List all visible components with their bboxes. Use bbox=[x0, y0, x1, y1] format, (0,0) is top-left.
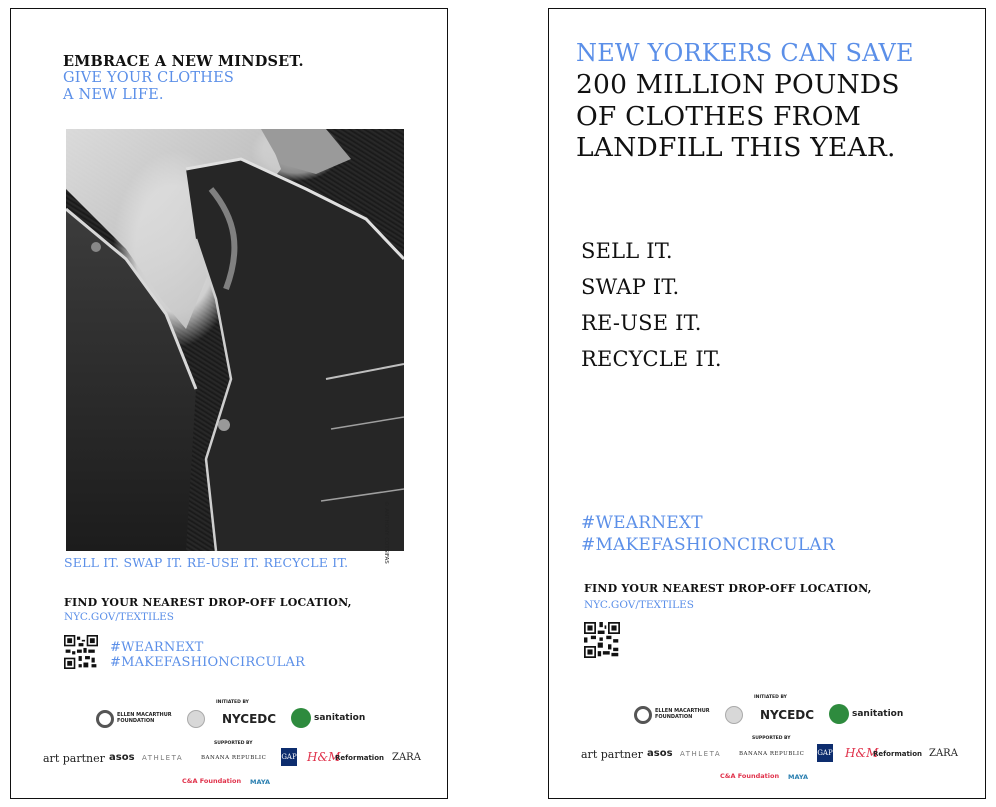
right-sanitation-icon bbox=[829, 704, 849, 724]
right-url-link[interactable]: NYC.GOV/TEXTILES bbox=[584, 599, 694, 611]
left-supported-by: SUPPORTED BY bbox=[214, 741, 253, 746]
left-initiated-by: INITIATED BY bbox=[216, 700, 249, 705]
left-athleta-logo: ATHLETA bbox=[142, 754, 184, 762]
left-subhead-line2: A NEW LIFE. bbox=[63, 87, 164, 103]
right-hashtag-wearnext[interactable]: #WEARNEXT bbox=[581, 513, 703, 533]
left-hm-logo: H&M bbox=[307, 750, 341, 764]
right-gap-logo: GAP bbox=[817, 744, 833, 762]
right-supported-by: SUPPORTED BY bbox=[752, 736, 791, 741]
right-hm-logo: H&M bbox=[845, 746, 879, 760]
left-find-location: FIND YOUR NEAREST DROP-OFF LOCATION, bbox=[64, 596, 352, 609]
denim-photo-illustration bbox=[66, 129, 404, 551]
right-ca-foundation-logo: C&A Foundation bbox=[720, 772, 780, 780]
left-tagline: SELL IT. SWAP IT. RE-USE IT. RECYCLE IT. bbox=[64, 555, 349, 570]
right-athleta-logo: ATHLETA bbox=[680, 750, 722, 758]
right-action-swap: SWAP IT. bbox=[581, 275, 680, 299]
right-zara-logo: ZARA bbox=[929, 748, 958, 759]
left-sanitation-logo: sanitation bbox=[314, 713, 366, 723]
left-zara-logo: ZARA bbox=[392, 752, 421, 763]
left-emf-logo-icon bbox=[96, 710, 114, 728]
right-action-recycle: RECYCLE IT. bbox=[581, 347, 722, 371]
left-emf-line2: FOUNDATION bbox=[117, 718, 155, 724]
right-banana-republic-logo: BANANA REPUBLIC bbox=[739, 751, 805, 757]
left-nyc-seal-icon bbox=[187, 710, 205, 728]
left-url-link[interactable]: NYC.GOV/TEXTILES bbox=[64, 611, 174, 623]
left-reformation-logo: Reformation bbox=[335, 754, 384, 762]
left-ca-foundation-logo: C&A Foundation bbox=[182, 777, 242, 785]
left-headline: EMBRACE A NEW MINDSET. bbox=[63, 53, 304, 70]
left-banana-republic-logo: BANANA REPUBLIC bbox=[201, 755, 267, 761]
right-qr-code[interactable] bbox=[584, 622, 620, 658]
left-nycedc-logo: NYCEDC bbox=[222, 712, 277, 726]
right-reformation-logo: Reformation bbox=[873, 750, 922, 758]
right-emf-name bbox=[655, 708, 710, 720]
left-gap-logo: GAP bbox=[281, 748, 297, 766]
right-asos-logo: asos bbox=[647, 748, 673, 759]
right-find-location: FIND YOUR NEAREST DROP-OFF LOCATION, bbox=[584, 582, 872, 595]
right-nyc-seal-icon bbox=[725, 706, 743, 724]
right-nycedc-logo: NYCEDC bbox=[760, 708, 815, 722]
right-head-black bbox=[576, 69, 900, 164]
right-head-blue: NEW YORKERS CAN SAVE bbox=[576, 39, 914, 67]
right-hashtag-makefashioncircular[interactable]: #MAKEFASHIONCIRCULAR bbox=[581, 535, 835, 555]
left-headline-block bbox=[63, 53, 304, 104]
left-hashtag-makefashioncircular[interactable]: #MAKEFASHIONCIRCULAR bbox=[110, 655, 306, 670]
right-action-reuse: RE-USE IT. bbox=[581, 311, 702, 335]
right-head-line3: OF CLOTHES FROM bbox=[576, 100, 862, 132]
poster-right bbox=[548, 8, 986, 799]
left-hashtag-wearnext[interactable]: #WEARNEXT bbox=[110, 640, 204, 655]
left-hashtags bbox=[110, 640, 305, 670]
left-sanitation-icon bbox=[291, 708, 311, 728]
right-initiated-by: INITIATED BY bbox=[754, 695, 787, 700]
photo-credit: © ANTHONY COTSIFAS bbox=[383, 501, 389, 564]
right-sanitation-logo: sanitation bbox=[852, 709, 904, 719]
right-art-partner-logo: art partner bbox=[581, 748, 643, 761]
denim-jacket-photo bbox=[66, 129, 404, 551]
right-actions bbox=[581, 233, 722, 377]
left-subhead-line1: GIVE YOUR CLOTHES bbox=[63, 70, 235, 86]
right-maya-logo: MAYA bbox=[788, 773, 808, 781]
poster-left bbox=[10, 8, 448, 799]
left-art-partner-logo: art partner bbox=[43, 752, 105, 765]
right-emf-logo-icon bbox=[634, 706, 652, 724]
left-maya-logo: MAYA bbox=[250, 778, 270, 786]
right-head-line2: 200 MILLION POUNDS bbox=[576, 69, 900, 100]
right-action-sell: SELL IT. bbox=[581, 239, 673, 263]
left-asos-logo: asos bbox=[109, 752, 135, 763]
left-emf-name bbox=[117, 712, 172, 724]
right-emf-line1: ELLEN MACARTHUR bbox=[655, 708, 710, 714]
right-emf-line2: FOUNDATION bbox=[655, 714, 693, 720]
left-emf-line1: ELLEN MACARTHUR bbox=[117, 712, 172, 718]
right-hashtags bbox=[581, 512, 835, 556]
right-head-line4: LANDFILL THIS YEAR. bbox=[576, 132, 896, 163]
left-qr-code[interactable] bbox=[64, 635, 98, 669]
